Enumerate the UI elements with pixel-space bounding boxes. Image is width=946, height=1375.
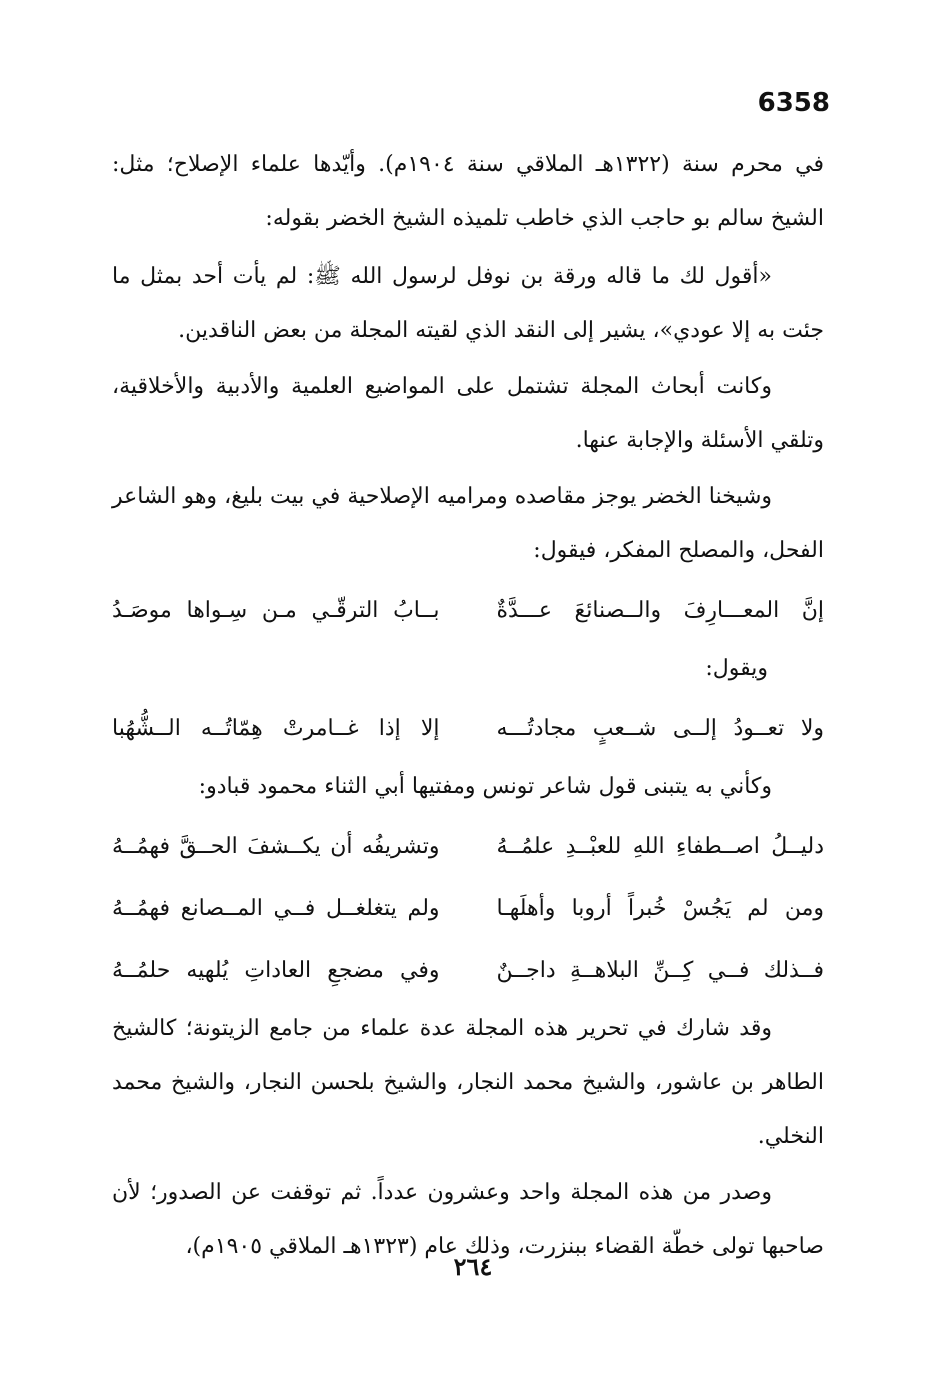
verse-line-4-second-hemistich: ولم يتغلغــل فــي المــصانع فهمُــهُ [112, 896, 440, 921]
paragraph-topics: وكانت أبحاث المجلة تشتمل على المواضيع العلمية والأدبية والأخلاقية، وتلقي الأسئلة والإجابة عنها. [112, 374, 824, 453]
verse-line-5-second-hemistich: وفي مضجعِ العاداتِ يُلهيه حلمُــهُ [112, 958, 440, 983]
paragraph-contributors: وقد شارك في تحرير هذه المجلة عدة علماء من جامع الزيتونة؛ كالشيخ الطاهر بن عاشور، والشيخ محمد النجار، والشيخ بلحسن النجار، والشيخ محمد النخلي. [112, 1016, 824, 1149]
paragraph-quote: «أقول لك ما قاله ورقة بن نوفل لرسول الله ﷺ: لم يأت أحد بمثل ما جئت به إلا عودي»، يشير إلى النقد الذي لقيته المجلة من بعض الناقدين. [112, 264, 824, 343]
page-number: ٢٦٤ [453, 1252, 493, 1281]
verse-line-3-first-hemistich: دليــلُ اصــطفاءِ اللهِ للعبْــدِ علمُــهُ [496, 834, 824, 859]
verse-line-3-second-hemistich: وتشريفُه أن يكــشفَ الحــقَّ فهمُــهُ [112, 834, 440, 859]
paragraph-verse-intro: وشيخنا الخضر يوجز مقاصده ومراميه الإصلاحية في بيت بليغ، وهو الشاعر الفحل، والمصلح المفكر، فيقول: [112, 484, 824, 563]
verse-line-5 [112, 942, 824, 1000]
verse-line-5-first-hemistich: فــذلك فــي كِــنِّ البلاهــةِ داجــنٌ [496, 958, 824, 983]
paragraph-founding: في محرم سنة (١٣٢٢هـ الملاقي سنة ١٩٠٤م). وأيّدها علماء الإصلاح؛ مثل: الشيخ سالم بو حاجب الذي خاطب تلميذه الشيخ الخضر بقوله: [112, 152, 824, 231]
verse-line-3 [112, 818, 824, 876]
reference-number: 6358 [757, 88, 830, 118]
verse-line-1-first-hemistich: إنَّ المعـــارِفَ والــصنائعَ عـــدَّةٌ [496, 598, 824, 623]
page-body [112, 138, 824, 1276]
verse-line-2 [112, 700, 824, 758]
paragraph-cessation: وصدر من هذه المجلة واحد وعشرون عدداً. ثم توقفت عن الصدور؛ لأن صاحبها تولى خطّة القضاء ببنزرت، وذلك عام (١٣٢٣هـ الملاقي ١٩٠٥م)، [112, 1180, 824, 1259]
paragraph-qabadu-intro: وكأني به يتبنى قول شاعر تونس ومفتيها أبي الثناء محمود قبادو: [198, 774, 772, 799]
verse-line-1 [112, 582, 824, 640]
verse-line-4-first-hemistich: ومن لم يَجُسْ خُبراً أروبا وأهلَهـا [496, 896, 824, 921]
verse-line-2-second-hemistich: إلا إذا غــامرتْ هِمّاتُــه الــشُّهُبا [112, 716, 440, 741]
verse-line-4 [112, 880, 824, 938]
verse-line-1-second-hemistich: بــابُ الترقّـي مـن سِـواها موصَـدُ [112, 598, 440, 623]
verse-intro-label: ويقول: [705, 656, 768, 681]
verse-line-2-first-hemistich: ولا تعــودُ إلــى شــعبٍ مجادتُـــه [496, 716, 824, 741]
